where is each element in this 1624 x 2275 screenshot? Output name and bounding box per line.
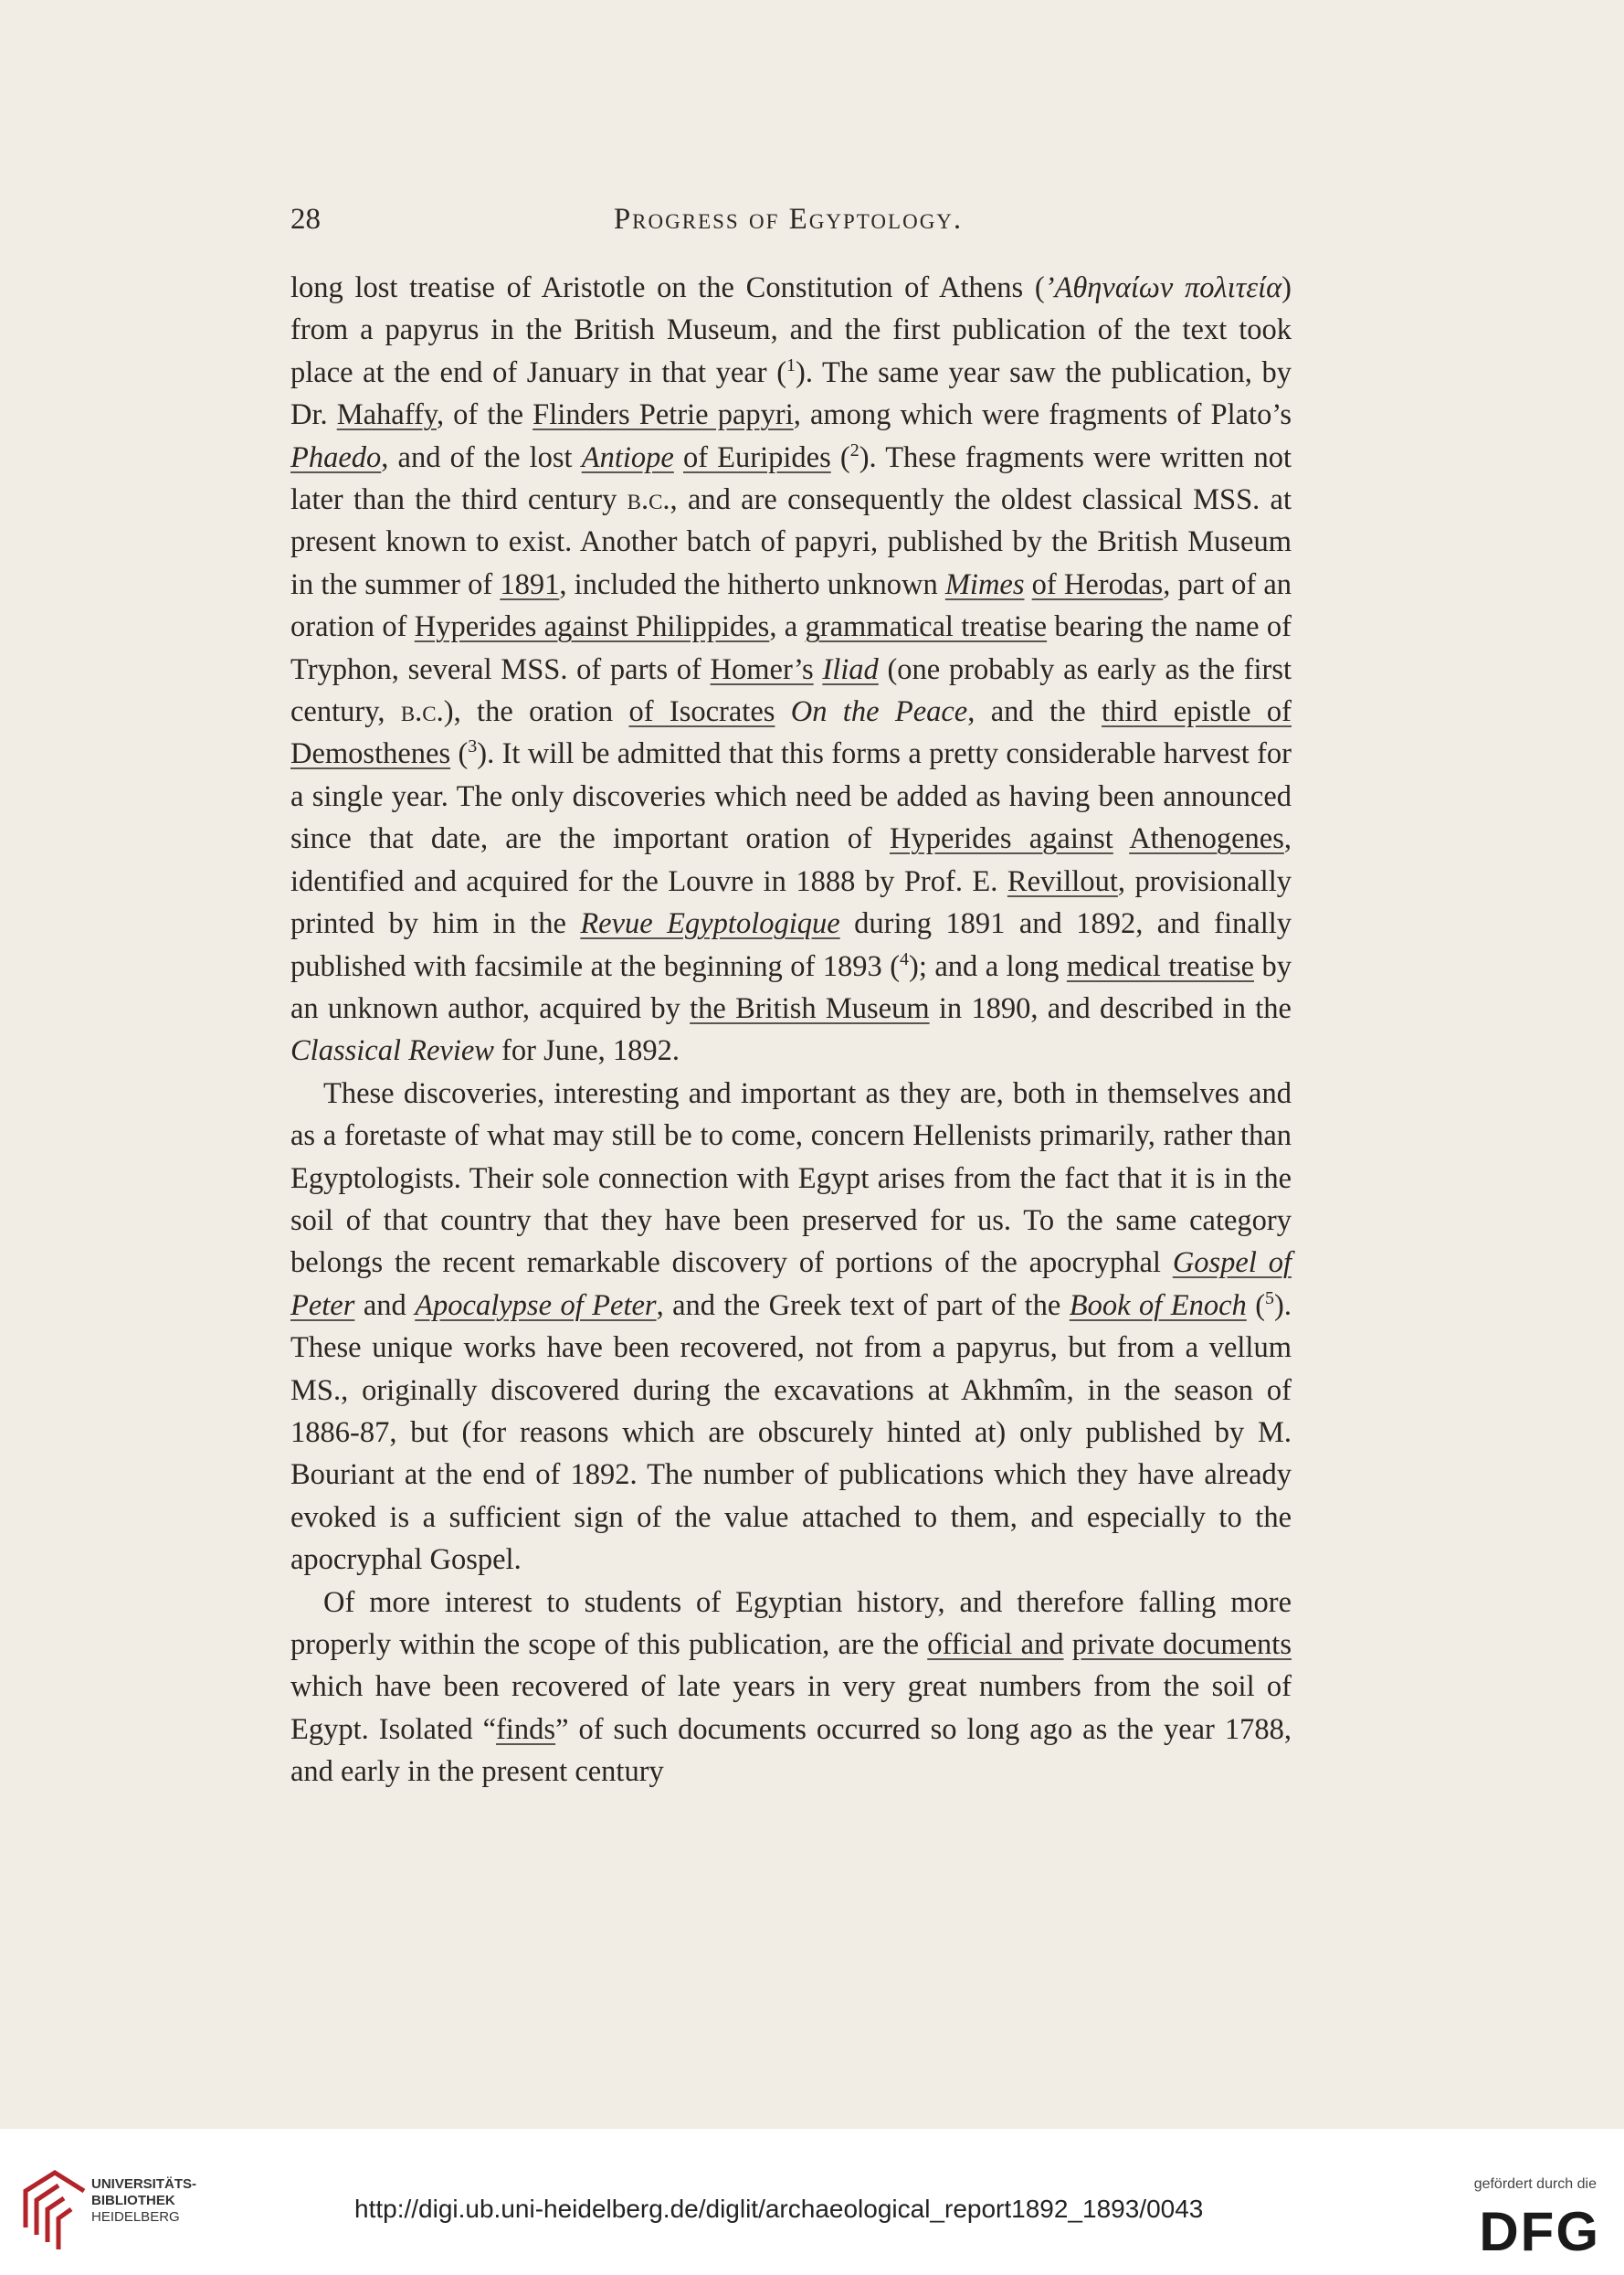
underlined-text: grammatical treatise xyxy=(805,610,1048,644)
italic-text: Book of Enoch xyxy=(1069,1288,1247,1322)
text-run: in 1890, and described in the xyxy=(929,991,1292,1025)
text-run: and xyxy=(354,1288,416,1322)
text-run: during 1891 and 1892, and finally published with facsimile at the beginning of 1893 ( xyxy=(290,907,1292,983)
underlined-text: official and xyxy=(927,1628,1064,1661)
paragraph-2 xyxy=(290,1073,1292,1582)
page-number: 28 xyxy=(290,203,321,236)
text-run: , identified and acquired for the Louvre in 1888 by Prof. E. xyxy=(290,822,1292,898)
italic-text: Classical Review xyxy=(290,1034,494,1068)
body-text xyxy=(290,267,1292,1794)
underlined-text: Mahaffy xyxy=(336,398,437,432)
text-run xyxy=(814,653,823,686)
text-run xyxy=(775,695,790,728)
text-run: , a xyxy=(769,610,806,644)
text-run: ). These fragments were written not later than the third century xyxy=(290,440,1292,517)
text-run: ” of such documents occurred so long ago as the year 1788, and early in the present century xyxy=(290,1712,1292,1789)
underlined-text: Hyperides against Philippides xyxy=(414,610,770,644)
underlined-text: the British Museum xyxy=(690,991,930,1025)
dfg-logo-icon: DFG xyxy=(1479,2201,1600,2262)
text-run: , among which were fragments of Plato’s xyxy=(793,398,1292,432)
italic-text: Iliad xyxy=(822,652,879,686)
italic-text: Mimes xyxy=(944,567,1025,601)
underlined-text: finds xyxy=(496,1712,556,1746)
text-run: , part of an oration of xyxy=(290,567,1292,644)
funder-label: gefördert durch die xyxy=(1473,2176,1597,2192)
text-run: bearing the name of Tryphon, several MSS. of parts of xyxy=(290,610,1292,686)
text-run: ( xyxy=(1246,1288,1266,1322)
underlined-text: 1891 xyxy=(500,567,560,601)
underlined-text: medical treatise xyxy=(1066,949,1255,983)
underlined-text: Flinders Petrie papyri xyxy=(533,398,794,432)
footnote-ref: 2 xyxy=(849,439,859,460)
underlined-text: private documents xyxy=(1071,1628,1292,1661)
text-run xyxy=(674,441,683,474)
library-name-line-1: UNIVERSITÄTS- xyxy=(91,2176,197,2192)
running-head xyxy=(290,203,1286,243)
underlined-text: third epistle of Demosthenes xyxy=(290,695,1292,771)
text-run: ), the oration xyxy=(443,695,629,729)
italic-text: Antiope xyxy=(581,440,674,474)
text-run: ) from a papyrus in the British Museum, and the first publication of the text took place at the end of January in that year ( xyxy=(290,271,1292,389)
footnote-ref: 1 xyxy=(786,354,796,376)
underlined-text: of Euripides xyxy=(682,440,831,474)
library-name xyxy=(91,2176,219,2226)
text-run: Of more interest to students of Egyptian history, and therefore falling more properly within the scope of this publication, are the xyxy=(290,1585,1292,1661)
underlined-text: of Herodas xyxy=(1031,567,1164,601)
text-run: which have been recovered of late years in very great numbers from the soil of Egypt. Isolated “ xyxy=(290,1670,1292,1746)
underlined-text: Homer’s xyxy=(710,652,814,686)
ub-heidelberg-logo-icon xyxy=(18,2164,91,2255)
text-run xyxy=(1064,1628,1072,1661)
small-caps-text: b.c. xyxy=(400,695,444,729)
text-run: , of the xyxy=(436,398,533,432)
text-run: , and the Greek text of part of the xyxy=(656,1288,1070,1322)
italic-text: Gospel of Peter xyxy=(290,1246,1292,1322)
text-run xyxy=(1025,568,1032,601)
running-head-title: Progress of Egyptology. xyxy=(613,203,964,236)
underlined-text: Hyperides against xyxy=(890,822,1113,856)
text-run: , and the xyxy=(967,695,1102,729)
text-run: ). These unique works have been recovered, not from a papyrus, but from a vellum MS., originally discovered during the excavations at Akhmîm, in the season of 1886-87, but (for reasons which are obscurely hinted at) only published by M. Bouriant at the end of 1892. The number of publications which they have already evoked is a sufficient sign of the value attached to them, and especially to the apocryphal Gospel. xyxy=(290,1288,1292,1577)
text-run: , and of the lost xyxy=(381,440,582,474)
underlined-text: of Isocrates xyxy=(628,695,775,729)
italic-text: Apocalypse of Peter xyxy=(415,1288,657,1322)
footer-bar xyxy=(0,2129,1624,2275)
italic-text: Revue Egyptologique xyxy=(580,907,840,941)
underlined-text: Revillout xyxy=(1007,864,1118,898)
italic-text: Phaedo xyxy=(290,440,382,474)
text-run xyxy=(1113,822,1129,855)
paragraph-1 xyxy=(290,267,1292,1073)
footnote-ref: 4 xyxy=(900,948,910,969)
text-run: ). It will be admitted that this forms a pretty considerable harvest for a single year. The only discoveries which need be added as having been announced since that date, are the important oration of xyxy=(290,737,1292,856)
footnote-ref: 3 xyxy=(468,736,478,757)
text-run: ). The same year saw the publication, by Dr. xyxy=(290,355,1292,432)
library-name-line-3: HEIDELBERG xyxy=(91,2209,180,2225)
paragraph-3 xyxy=(290,1582,1292,1794)
text-run: ); and a long xyxy=(909,949,1067,983)
italic-text: On the Peace xyxy=(790,695,968,729)
library-name-line-2: BIBLIOTHEK xyxy=(91,2193,175,2208)
text-run: These discoveries, interesting and important as they are, both in themselves and as a foretaste of what may still be to come, concern Hellenists primarily, rather than Egyptologists. Their sole connection with Egypt arises from the fact that it is in the soil of that country that they have been preserved for us. To the same category belongs the recent remarkable discovery of portions of the apocryphal xyxy=(290,1076,1292,1280)
text-run: for June, 1892. xyxy=(493,1034,680,1068)
small-caps-text: b.c. xyxy=(627,483,670,517)
text-run: , provisionally printed by him in the xyxy=(290,864,1292,941)
text-run: (one probably as early as the first century, xyxy=(290,652,1292,729)
text-run: , and are consequently the oldest classical MSS. at present known to exist. Another batch of papyri, published by the British Museum in the summer of xyxy=(290,483,1292,601)
footnote-ref: 5 xyxy=(1265,1287,1275,1308)
text-run: ( xyxy=(830,440,850,474)
text-run: long lost treatise of Aristotle on the Constitution of Athens ( xyxy=(290,271,1045,304)
text-run: by an unknown author, acquired by xyxy=(290,949,1292,1025)
italic-text: ’Αθηναίων πολιτεία xyxy=(1044,271,1282,304)
text-run: ( xyxy=(450,737,469,771)
underlined-text: Athenogenes xyxy=(1129,822,1284,856)
text-run: , included the hitherto unknown xyxy=(559,567,945,601)
source-url-link[interactable]: http://digi.ub.uni-heidelberg.de/diglit/archaeological_report1892_1893/0043 xyxy=(354,2195,1204,2223)
